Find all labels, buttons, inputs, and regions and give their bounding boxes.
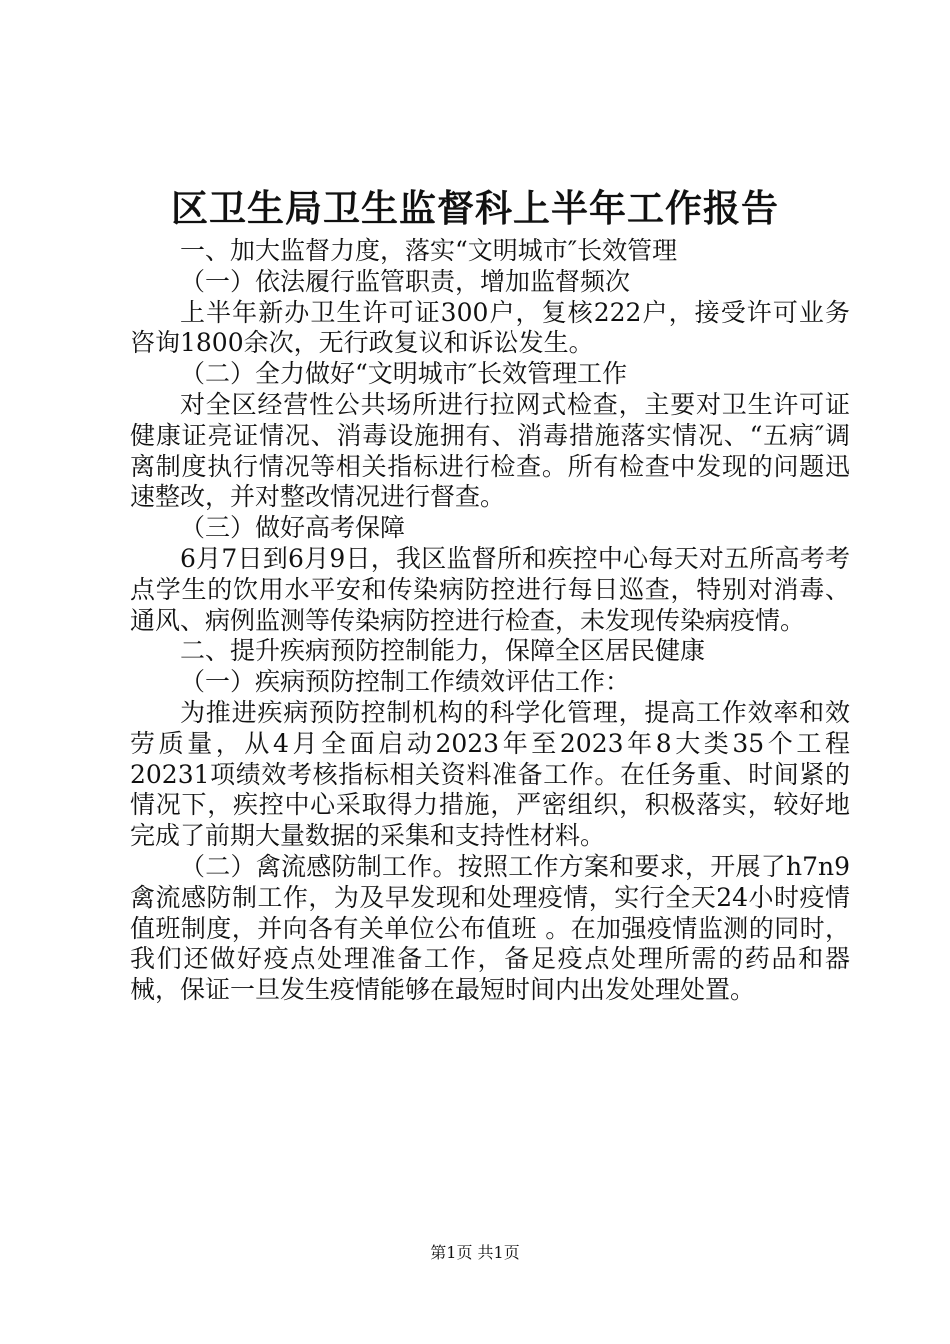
paragraph: 6月7日到6月9日，我区监督所和疾控中心每天对五所高考考点学生的饮用水平安和传染病防控进行每日巡查，特别对消毒、通风、病例监测等传染病防控进行检查，未发现传染病疫情。: [130, 543, 850, 635]
section-heading: 一、加大监督力度，落实“文明城市″长效管理: [180, 236, 678, 265]
subsection-heading: （一）依法履行监管职责，增加监督频次: [180, 266, 631, 296]
subsection-heading: （二）全力做好“文明城市″长效管理工作: [180, 359, 628, 389]
section-heading: 二、提升疾病预防控制能力，保障全区居民健康: [180, 636, 706, 666]
paragraph: 为推进疾病预防控制机构的科学化管理，提高工作效率和效劳质量，从4月全面启动2023年至2023年8大类35个工程20231项绩效考核指标相关资料准备工作。在任务重、时间紧的情况下，疾控中心采取得力措施，严密组织，积极落实，较好地完成了前期大量数据的采集和支持性材料。: [130, 697, 850, 851]
paragraph: （二）禽流感防制工作。按照工作方案和要求，开展了h7n9禽流感防制工作，为及早发现和处理疫情，实行全天24小时疫情值班制度，并向各有关单位公布值班 。在加强疫情监测的同时，我们还做好疫点处理准备工作，备足疫点处理所需的药品和器械，保证一旦发生疫情能够在最短时间内出发处理处置。: [130, 851, 850, 1005]
page-footer: 第1页 共1页: [430, 1243, 520, 1262]
paragraph: 对全区经营性公共场所进行拉网式检查，主要对卫生许可证健康证亮证情况、消毒设施拥有、消毒措施落实情况、“五病″调离制度执行情况等相关指标进行检查。所有检查中发现的问题迅速整改，并对整改情况进行督查。: [130, 389, 850, 512]
subsection-heading: （三）做好高考保障: [180, 513, 406, 543]
subsection-heading: （一）疾病预防控制工作绩效评估工作：: [180, 667, 631, 697]
document-title: 区卫生局卫生监督科上半年工作报告: [171, 186, 779, 230]
document-body: [130, 236, 850, 1006]
paragraph: 上半年新办卫生许可证300户，复核222户，接受许可业务咨询1800余次，无行政复议和诉讼发生。: [130, 297, 850, 358]
